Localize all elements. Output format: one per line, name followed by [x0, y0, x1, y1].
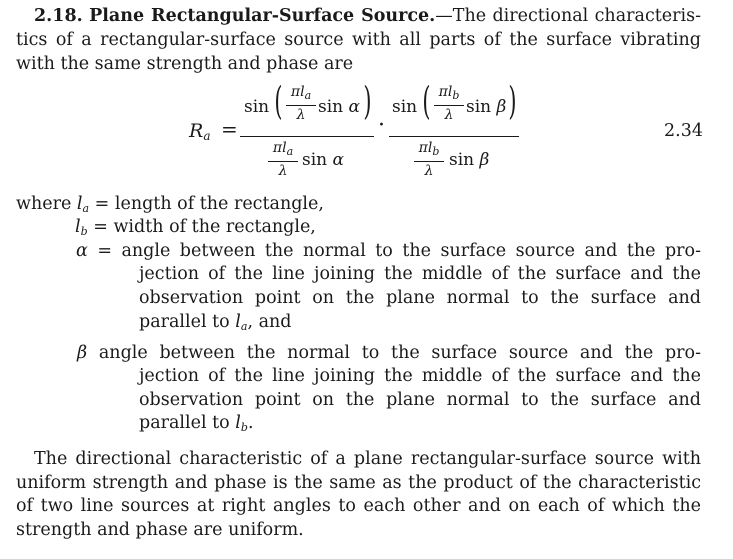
equation-2-34	[0, 80, 733, 185]
def-beta-line-2: jection of the line joining the middle of the surface and the	[139, 366, 701, 386]
def-beta-line-4: parallel to $l_b$.	[139, 413, 254, 434]
sin-b-outer: sin	[392, 97, 418, 117]
def-beta-line-3: observation point on the plane normal to the surface and	[139, 390, 701, 410]
def-la: where $l_a$ = length of the rectangle,	[16, 194, 324, 215]
intro-text-1: —The directional characteris-	[435, 6, 701, 26]
frac-pi-la-den: $\pi l_a$ λ	[268, 140, 298, 179]
sin-a-outer: sin	[244, 97, 270, 117]
frac-pi-lb-num: $\pi l_b$ λ	[434, 84, 464, 123]
def-beta-line-1: β angle between the normal to the surface source and the pro-	[77, 343, 701, 363]
closing-line-2: uniform strength and phase is the same as the product of the characteristic	[16, 473, 701, 493]
beta-symbol: β	[77, 343, 88, 363]
closing-line-1: The directional characteristic of a plane rectangular-surface source with	[34, 449, 701, 469]
fraction-bar-a	[240, 136, 374, 137]
paren-close-b: )	[508, 79, 517, 123]
paren-open-b: (	[422, 79, 431, 123]
def-lb: $l_b$ = width of the rectangle,	[75, 217, 316, 238]
intro-line-3: with the same strength and phase are	[16, 54, 354, 74]
equation-number: 2.34	[664, 121, 703, 141]
fraction-bar-b	[389, 136, 519, 137]
sin-alpha-num: sin α	[318, 97, 361, 117]
paren-close-a: )	[363, 79, 372, 123]
section-title: Plane Rectangular-Surface Source.	[89, 6, 436, 26]
frac-pi-la-num: $\pi l_a$ λ	[286, 84, 316, 123]
la-symbol: $l_a$	[76, 194, 90, 215]
intro-line-1	[34, 5, 701, 29]
def-alpha-line-1: α = angle between the normal to the surface source and the pro-	[76, 241, 701, 261]
equation-lhs: $R_a$	[189, 120, 211, 143]
intro-line-2: tics of a rectangular-surface source with all parts of the surface vibrating	[16, 30, 701, 50]
multiply-dot: ·	[378, 113, 385, 138]
def-alpha-line-4: parallel to $l_a$, and	[139, 312, 292, 333]
paren-open-a: (	[274, 79, 283, 123]
equation-equals: =	[221, 117, 238, 141]
sin-beta-num: sin β	[466, 97, 507, 117]
alpha-symbol: α	[76, 241, 88, 261]
def-alpha-line-2: jection of the line joining the middle of the surface and the	[139, 264, 701, 284]
sin-alpha-den: sin α	[302, 150, 345, 170]
lb-symbol: $l_b$	[75, 217, 88, 238]
sin-beta-den: sin β	[449, 150, 490, 170]
closing-line-3: of two line sources at right angles to each other and on each of which the	[16, 496, 701, 516]
frac-pi-lb-den: $\pi l_b$ λ	[414, 140, 444, 179]
closing-line-4: strength and phase are uniform.	[16, 520, 304, 540]
section-number: 2.18.	[34, 6, 83, 26]
def-alpha-line-3: observation point on the plane normal to the surface and	[139, 288, 701, 308]
